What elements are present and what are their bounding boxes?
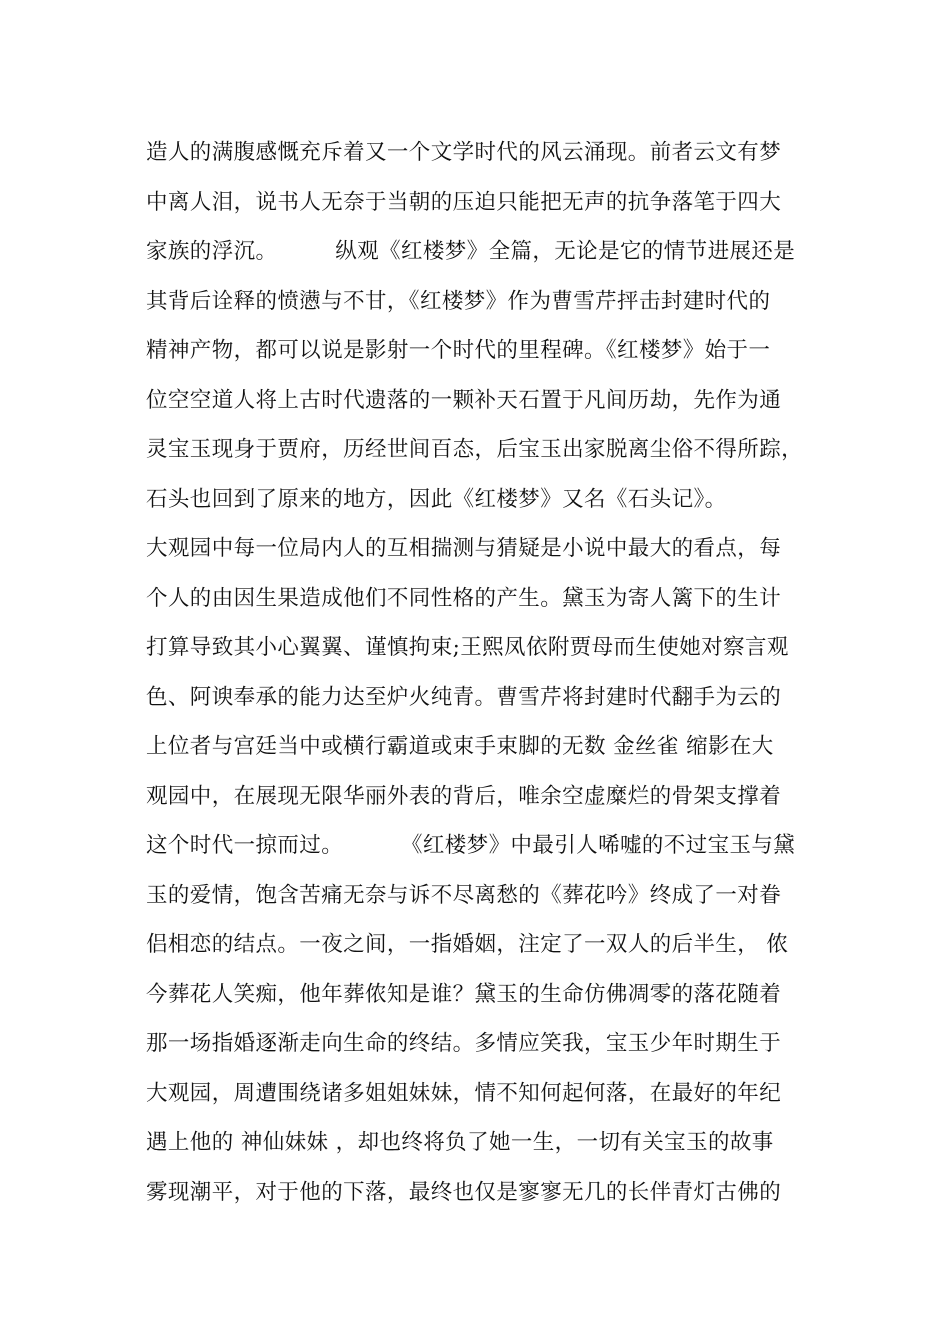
text-line: 灵宝玉现身于贾府，历经世间百态，后宝玉出家脱离尘俗不得所踪， bbox=[146, 437, 804, 462]
text-line: 造人的满腹感慨充斥着又一个文学时代的风云涌现。前者云文有梦 bbox=[146, 140, 782, 165]
text-line: 中离人泪，说书人无奈于当朝的压迫只能把无声的抗争落笔于四大 bbox=[146, 189, 782, 215]
text-line: 家族的浮沉。 纵观《红楼梦》全篇，无论是它的情节进展还是 bbox=[146, 239, 796, 264]
text-line: 上位者与宫廷当中或横行霸道或束手束脚的无数 金丝雀 缩影在大 bbox=[146, 734, 774, 759]
text-line: 其背后诠释的愤懑与不甘，《红楼梦》作为曹雪芹抨击封建时代的 bbox=[146, 288, 771, 314]
text-line: 侣相恋的结点。一夜之间，一指婚姻，注定了一双人的后半生， 侬 bbox=[146, 932, 789, 957]
text-line: 位空空道人将上古时代遗落的一颗补天石置于凡间历劫，先作为通 bbox=[146, 387, 782, 413]
text-line: 那一场指婚逐渐走向生命的终结。多情应笑我，宝玉少年时期生于 bbox=[146, 1031, 782, 1056]
text-line: 玉的爱情，饱含苦痛无奈与诉不尽离愁的《葬花吟》终成了一对眷 bbox=[146, 882, 782, 908]
text-line: 雾现潮平，对于他的下落，最终也仅是寥寥无几的长伴青灯古佛的 bbox=[146, 1179, 782, 1205]
text-line: 观园中，在展现无限华丽外表的背后，唯余空虚糜烂的骨架支撑着 bbox=[146, 783, 782, 809]
text-line: 今葬花人笑痴，他年葬侬知是谁？黛玉的生命仿佛凋零的落花随着 bbox=[146, 981, 782, 1007]
text-line: 色、阿谀奉承的能力达至炉火纯青。曹雪芹将封建时代翻手为云的 bbox=[146, 684, 782, 710]
text-line: 石头也回到了原来的地方，因此《红楼梦》又名《石头记》。 bbox=[146, 486, 727, 512]
text-line: 大观园中每一位局内人的互相揣测与猜疑是小说中最大的看点，每 bbox=[146, 536, 782, 561]
text-line: 精神产物，都可以说是影射一个时代的里程碑。《红楼梦》始于一 bbox=[146, 338, 771, 363]
text-line: 遇上他的 神仙妹妹 ，却也终将负了她一生，一切有关宝玉的故事 bbox=[146, 1130, 774, 1155]
text-line: 这个时代一掠而过。 《红楼梦》中最引人唏嘘的不过宝玉与黛 bbox=[146, 833, 796, 858]
text-line: 打算导致其小心翼翼、谨慎拘束;王熙凤依附贾母而生使她对察言观 bbox=[146, 635, 789, 660]
text-line: 大观园，周遭围绕诸多姐姐妹妹，情不知何起何落，在最好的年纪 bbox=[146, 1080, 782, 1106]
body-text bbox=[146, 128, 826, 1217]
text-line: 个人的由因生果造成他们不同性格的产生。黛玉为寄人篱下的生计 bbox=[146, 585, 782, 611]
